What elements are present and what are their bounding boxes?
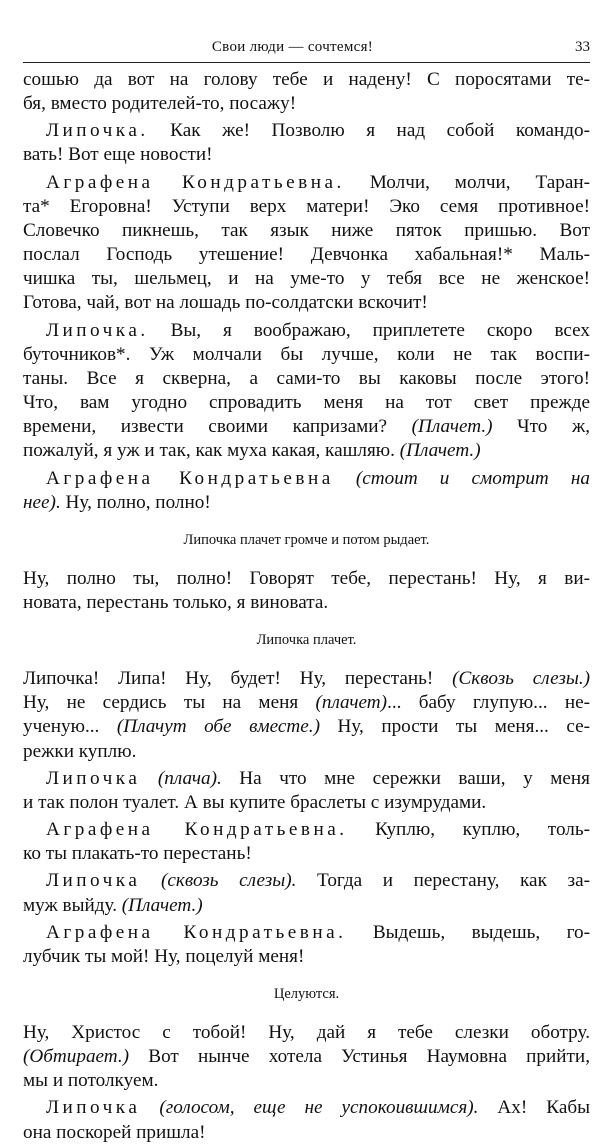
paragraph-4 <box>23 319 590 464</box>
text-line: буточников*. Уж молчали бы лучше, коли не так воспи- <box>23 343 590 365</box>
paragraph-11 <box>23 921 590 969</box>
speaker-name: Липочка. <box>46 319 149 341</box>
running-title: Свои люди — сочтемся! <box>211 39 374 55</box>
stage-direction-centered: Липочка плачет громче и потом рыдает. <box>183 531 430 548</box>
stage-direction: (стоит и смотрит на <box>355 467 590 489</box>
text-line <box>23 467 590 491</box>
line-text: Вы, я воображаю, приплетете скоро всех <box>148 319 590 341</box>
text-line: Ну, Христос с тобой! Ну, дай я тебе слезки оботру. <box>23 1022 590 1043</box>
speaker-name: Аграфена Кондратьевна. <box>46 819 348 841</box>
text-line: мы и потолкуем. <box>23 1070 159 1092</box>
stage-direction: (Сквозь слезы.) <box>452 668 591 690</box>
page-number: 33 <box>575 39 590 55</box>
stage-direction: нее). <box>23 491 61 513</box>
text-line: ко ты плакать-то перестань! <box>23 843 252 865</box>
line-text: Как же! Позволю я над собой командо- <box>148 120 590 142</box>
line-text: Ну, не сердись ты на меня <box>23 692 299 714</box>
stage-direction: (Обтирает.) <box>23 1046 130 1068</box>
text-line <box>23 415 590 439</box>
line-text: ученую... <box>23 716 100 738</box>
line-text: Выдешь, выдешь, го- <box>346 921 590 943</box>
text-line <box>23 667 590 691</box>
paragraph-1 <box>23 68 590 116</box>
speaker-name: Липочка <box>46 870 141 892</box>
speaker-name: Липочка. <box>46 120 149 142</box>
paragraph-5 <box>23 467 590 515</box>
text-line <box>23 319 590 343</box>
line-text: Ах! Кабы <box>478 1097 590 1119</box>
speaker-name: Аграфена Кондратьевна <box>46 467 334 489</box>
text-line <box>23 119 590 143</box>
speaker-name: Липочка <box>46 1097 141 1119</box>
text-line <box>23 894 590 918</box>
speaker-name: Липочка <box>46 767 141 789</box>
paragraph-12 <box>23 1021 590 1093</box>
text-line: она поскорей пришла! <box>23 1121 206 1143</box>
text-line: Ну, полно ты, полно! Говорят тебе, перестань! Ну, я ви- <box>23 567 590 589</box>
text-line: сошью да вот на голову тебе и надену! С поросятами те- <box>23 69 590 90</box>
text-line <box>23 869 590 893</box>
text-line <box>23 171 590 195</box>
line-text: Ну, прости ты меня... се- <box>320 716 590 738</box>
text-line: новата, перестань только, я виновата. <box>23 591 329 613</box>
line-text: времени, извести своими капризами? <box>23 416 388 438</box>
text-line <box>23 1096 590 1120</box>
line-text: На что мне сережки ваши, у меня <box>221 767 590 789</box>
line-text: Вот нынче хотела Устинья Наумовна прийти, <box>129 1046 590 1068</box>
line-text: пожалуй, я уж и так, как муха какая, кашляю. <box>23 440 395 462</box>
text-line: таны. Все я скверна, а сами-то вы каковы после этого! <box>23 367 590 389</box>
page-body <box>23 68 590 1148</box>
line-text: Молчи, молчи, Таран- <box>344 171 590 193</box>
stage-direction: (плача). <box>157 767 222 789</box>
text-line <box>23 921 590 945</box>
text-line <box>23 1045 590 1069</box>
line-text: Тогда и перестану, как за- <box>296 870 590 892</box>
text-line: та* Егоровна! Уступи верх матери! Эко семя противное! <box>23 195 590 217</box>
text-line: лубчик ты мой! Ну, поцелуй меня! <box>23 945 305 967</box>
text-line <box>23 491 590 515</box>
line-text: Липочка! Липа! Ну, будет! Ну, перестань! <box>23 668 434 690</box>
stage-direction: (Плачут обе вместе.) <box>116 716 320 738</box>
text-line: Словечко пикнешь, так язык ниже пяток пришью. Вот <box>23 219 590 241</box>
text-line: бя, вместо родителей-то, посажу! <box>23 93 297 115</box>
line-text: Ну, полно, полно! <box>60 491 211 513</box>
stage-direction: (голосом, еще не успокоившимся). <box>159 1097 479 1119</box>
paragraph-10 <box>23 869 590 917</box>
line-text: Что ж, <box>492 416 590 438</box>
stage-direction: (плачет) <box>315 692 388 714</box>
text-line <box>23 767 590 791</box>
text-line <box>23 439 590 463</box>
stage-direction: (Плачет.) <box>411 416 493 438</box>
paragraph-7 <box>23 667 590 764</box>
text-line: Что, вам угодно спровадить меня на тот свет прежде <box>23 392 590 414</box>
speaker-name: Аграфена Кондратьевна. <box>46 921 347 943</box>
stage-direction: (Плачет.) <box>399 440 481 462</box>
line-text: ... бабу глупую... не- <box>387 692 590 714</box>
paragraph-6 <box>23 567 590 615</box>
text-line: режки куплю. <box>23 740 137 762</box>
text-line <box>23 691 590 715</box>
line-text: муж выйду. <box>23 894 117 916</box>
line-text: Куплю, куплю, толь- <box>347 819 590 841</box>
speaker-name: Аграфена Кондратьевна. <box>46 171 345 193</box>
paragraph-3 <box>23 171 590 316</box>
text-line <box>23 715 590 739</box>
paragraph-2 <box>23 119 590 167</box>
text-line: и так полон туалет. А вы купите браслеты с изумрудами. <box>23 791 487 813</box>
page-header <box>23 35 590 63</box>
text-line: чишка ты, шельмец, и на уме-то у тебя все не женское! <box>23 268 590 290</box>
stage-direction-centered: Целуются. <box>273 986 340 1002</box>
paragraph-9 <box>23 818 590 866</box>
text-line: Готова, чай, вот на лошадь по-солдатски вскочит! <box>23 292 428 314</box>
stage-direction-centered: Липочка плачет. <box>256 632 357 649</box>
text-line <box>23 818 590 842</box>
paragraph-8 <box>23 767 590 815</box>
stage-direction: (сквозь слезы). <box>160 870 297 892</box>
stage-direction: (Плачет.) <box>121 894 203 916</box>
text-line: вать! Вот еще новости! <box>23 144 213 166</box>
paragraph-13 <box>23 1096 590 1144</box>
text-line: послал Господь утешение! Девчонка хабальная!* Маль- <box>23 244 590 266</box>
